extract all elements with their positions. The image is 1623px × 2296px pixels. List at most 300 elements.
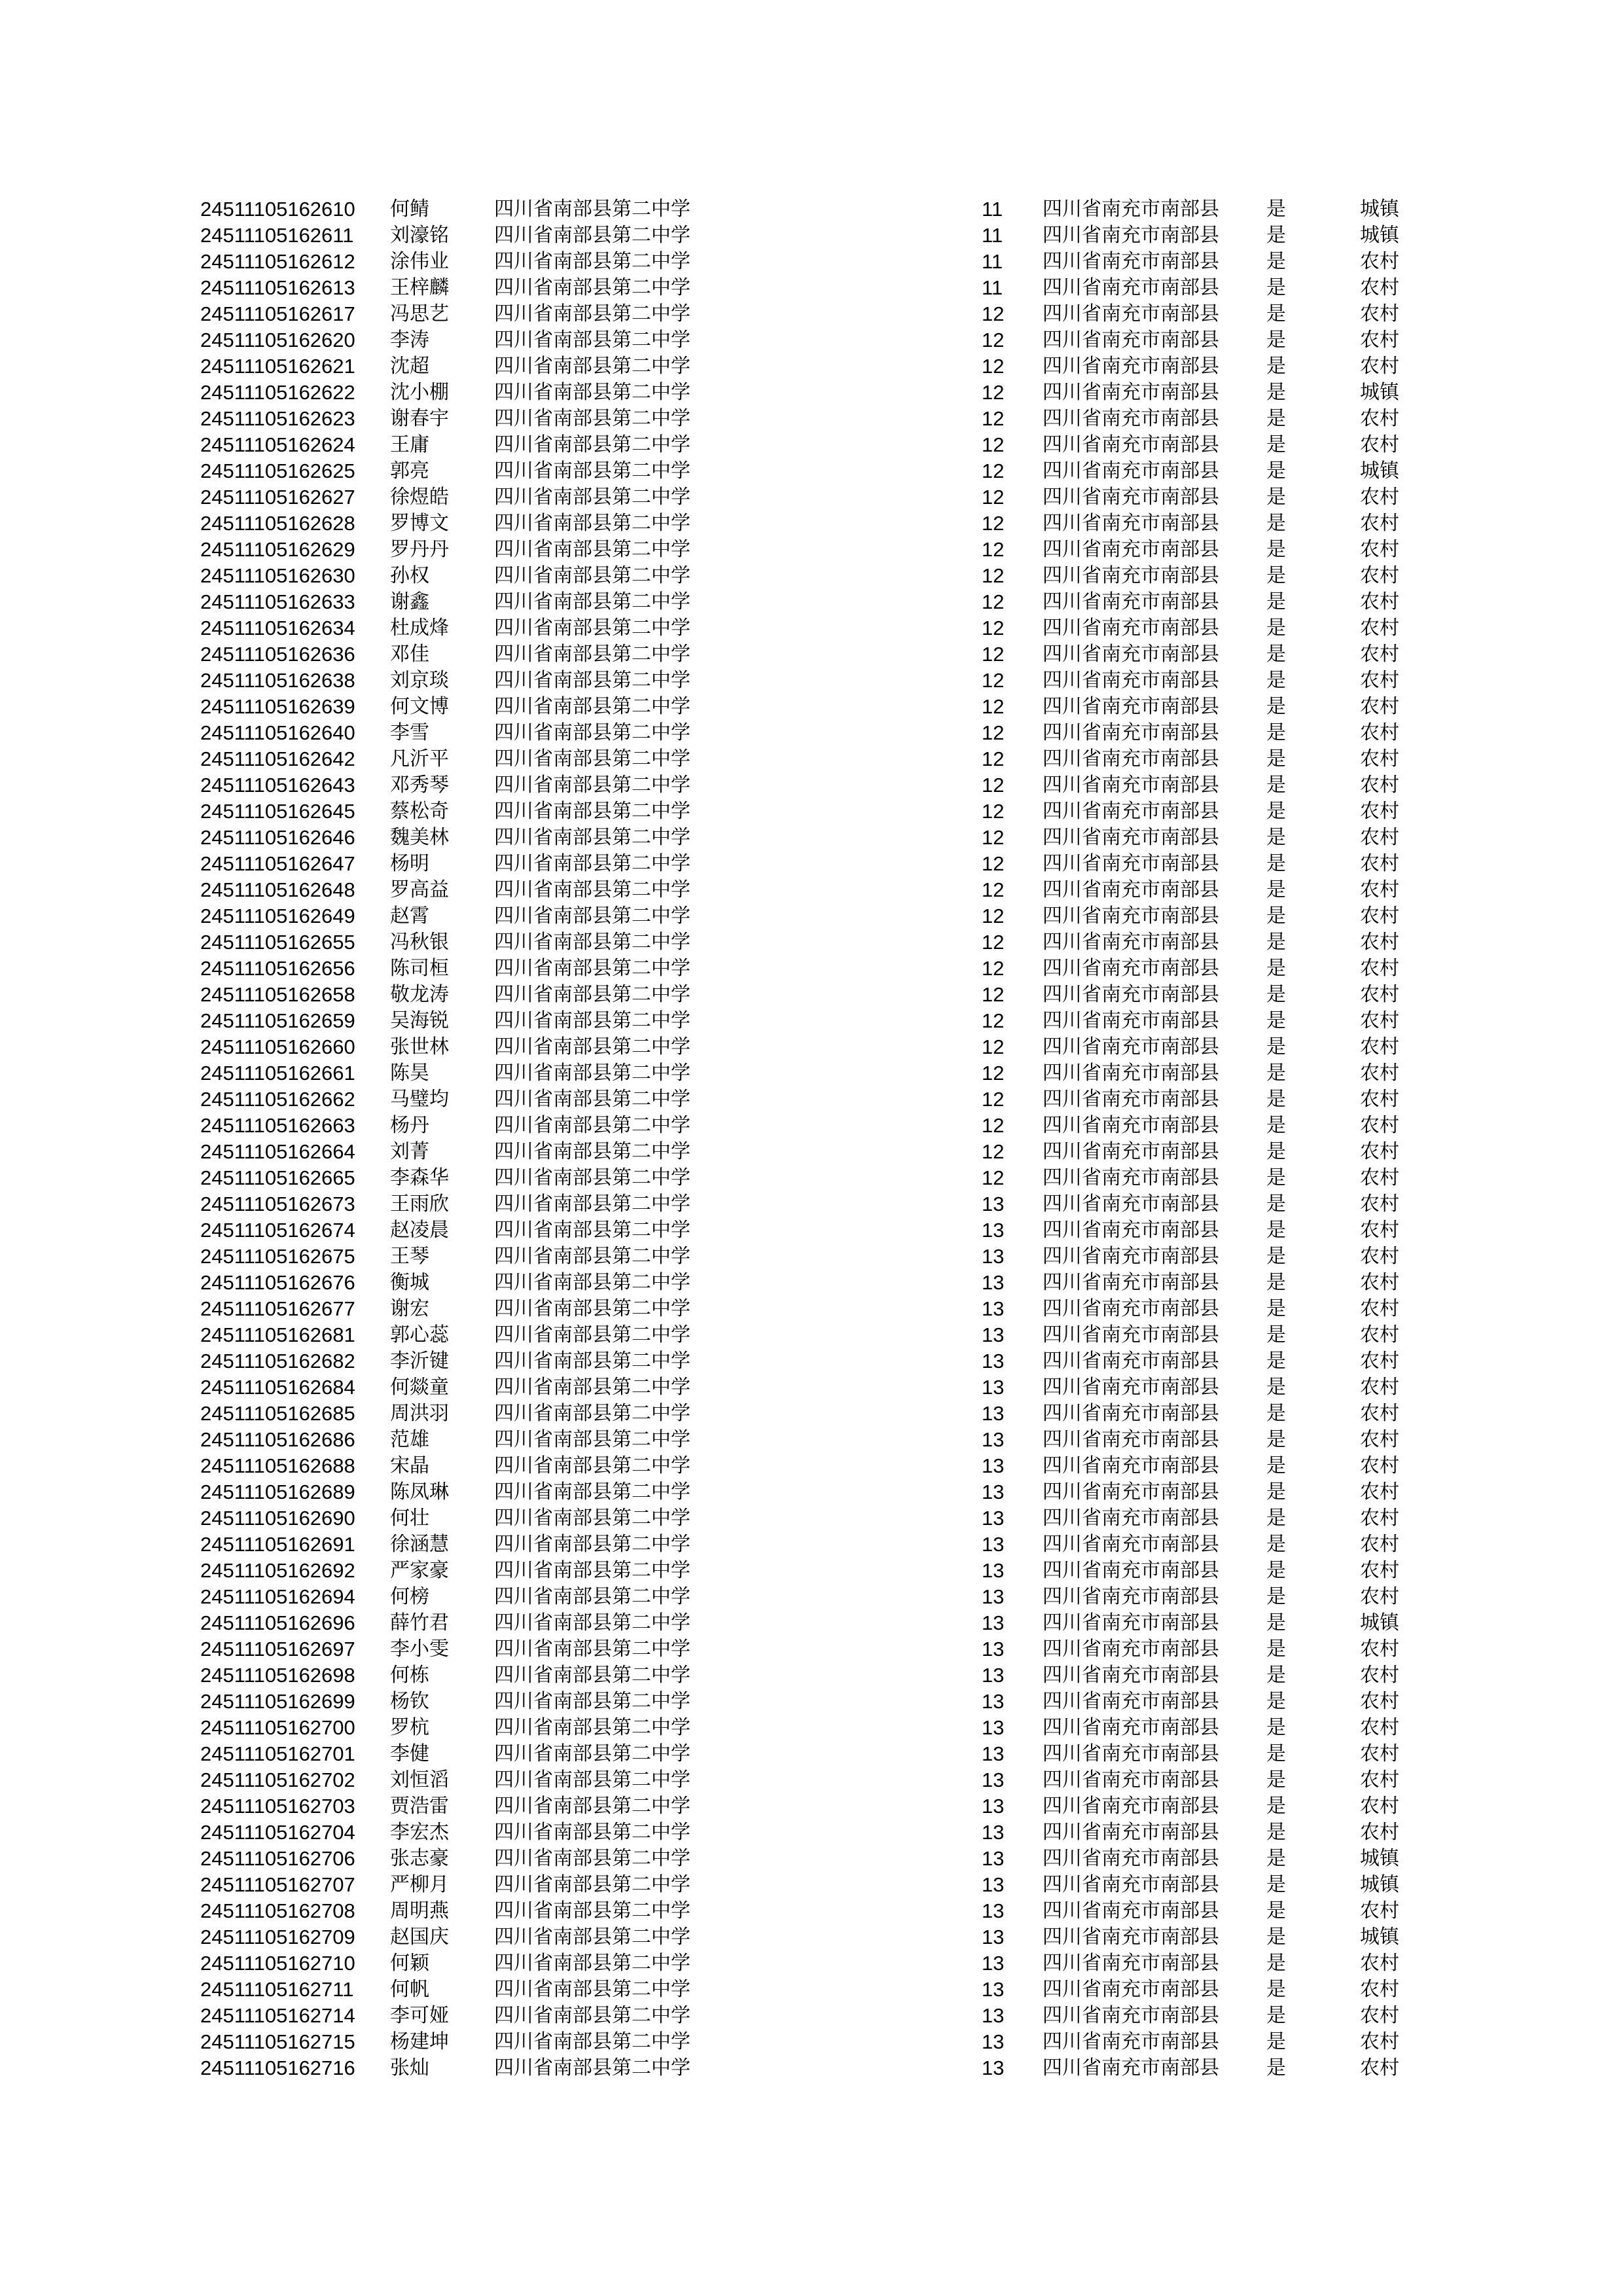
student-name: 刘京琰 — [390, 669, 449, 692]
table-row — [0, 1427, 1623, 1453]
school-name: 四川省南部县第二中学 — [494, 1978, 690, 2001]
flag-value: 是 — [1266, 1454, 1286, 1477]
table-row — [0, 1165, 1623, 1191]
region: 四川省南充市南部县 — [1043, 1088, 1219, 1111]
area-type: 农村 — [1360, 1193, 1399, 1215]
table-row — [0, 668, 1623, 694]
area-type: 农村 — [1360, 538, 1399, 561]
school-name: 四川省南部县第二中学 — [494, 1821, 690, 1844]
region: 四川省南充市南部县 — [1043, 433, 1219, 456]
student-id: 24511105162622 — [200, 381, 355, 404]
student-name: 张志豪 — [390, 1847, 449, 1870]
table-row — [0, 1636, 1623, 1662]
student-name: 孙权 — [390, 564, 429, 587]
region: 四川省南充市南部县 — [1043, 1219, 1219, 1242]
student-name: 杨明 — [390, 852, 429, 875]
flag-value: 是 — [1266, 1088, 1286, 1111]
table-row — [0, 746, 1623, 772]
flag-value: 是 — [1266, 1585, 1286, 1608]
student-name: 李涛 — [390, 329, 429, 351]
flag-value: 是 — [1266, 381, 1286, 404]
flag-value: 是 — [1266, 1821, 1286, 1844]
area-type: 城镇 — [1360, 198, 1399, 221]
table-row — [0, 1270, 1623, 1296]
student-id: 24511105162628 — [200, 512, 355, 535]
region: 四川省南充市南部县 — [1043, 2056, 1219, 2079]
school-name: 四川省南部县第二中学 — [494, 433, 690, 456]
class-number: 12 — [982, 774, 1005, 797]
school-name: 四川省南部县第二中学 — [494, 1035, 690, 1058]
student-name: 刘恒滔 — [390, 1768, 449, 1791]
student-name: 张世林 — [390, 1035, 449, 1058]
student-name: 李小雯 — [390, 1638, 449, 1660]
student-id: 24511105162714 — [200, 2004, 355, 2027]
flag-value: 是 — [1266, 1219, 1286, 1242]
student-name: 李宏杰 — [390, 1821, 449, 1844]
area-type: 农村 — [1360, 564, 1399, 587]
table-row — [0, 956, 1623, 982]
table-row — [0, 929, 1623, 956]
region: 四川省南充市南部县 — [1043, 1480, 1219, 1503]
area-type: 农村 — [1360, 2030, 1399, 2053]
region: 四川省南充市南部县 — [1043, 224, 1219, 247]
region: 四川省南充市南部县 — [1043, 878, 1219, 901]
region: 四川省南充市南部县 — [1043, 198, 1219, 221]
flag-value: 是 — [1266, 1742, 1286, 1765]
area-type: 农村 — [1360, 1297, 1399, 1320]
student-name: 赵国庆 — [390, 1926, 449, 1948]
area-type: 农村 — [1360, 355, 1399, 378]
student-id: 24511105162676 — [200, 1271, 355, 1294]
student-name: 陈凤琳 — [390, 1480, 449, 1503]
student-name: 何颖 — [390, 1952, 429, 1975]
student-name: 徐涵慧 — [390, 1533, 449, 1556]
class-number: 13 — [982, 1376, 1005, 1399]
student-name: 邓佳 — [390, 643, 429, 666]
student-id: 24511105162649 — [200, 905, 355, 927]
table-row — [0, 694, 1623, 720]
table-row — [0, 1113, 1623, 1139]
flag-value: 是 — [1266, 538, 1286, 561]
table-row — [0, 1191, 1623, 1217]
student-name: 何鲭 — [390, 198, 429, 221]
region: 四川省南充市南部县 — [1043, 643, 1219, 666]
area-type: 农村 — [1360, 957, 1399, 980]
school-name: 四川省南部县第二中学 — [494, 1926, 690, 1948]
area-type: 农村 — [1360, 1664, 1399, 1687]
region: 四川省南充市南部县 — [1043, 669, 1219, 692]
flag-value: 是 — [1266, 721, 1286, 744]
table-row — [0, 484, 1623, 511]
student-name: 刘菁 — [390, 1140, 429, 1163]
region: 四川省南充市南部县 — [1043, 329, 1219, 351]
region: 四川省南充市南部县 — [1043, 1585, 1219, 1608]
area-type: 农村 — [1360, 329, 1399, 351]
school-name: 四川省南部县第二中学 — [494, 617, 690, 639]
class-number: 12 — [982, 1009, 1005, 1032]
class-number: 13 — [982, 2030, 1005, 2053]
table-row — [0, 1715, 1623, 1741]
table-row — [0, 563, 1623, 589]
table-row — [0, 1060, 1623, 1086]
class-number: 13 — [982, 1742, 1005, 1765]
class-number: 13 — [982, 1638, 1005, 1660]
student-id: 24511105162707 — [200, 1873, 355, 1896]
school-name: 四川省南部县第二中学 — [494, 747, 690, 770]
region: 四川省南充市南部县 — [1043, 1926, 1219, 1948]
school-name: 四川省南部县第二中学 — [494, 1402, 690, 1425]
school-name: 四川省南部县第二中学 — [494, 1768, 690, 1791]
region: 四川省南充市南部县 — [1043, 1716, 1219, 1739]
area-type: 农村 — [1360, 905, 1399, 927]
student-id: 24511105162710 — [200, 1952, 355, 1975]
student-id: 24511105162621 — [200, 355, 355, 378]
class-number: 13 — [982, 1219, 1005, 1242]
region: 四川省南充市南部县 — [1043, 747, 1219, 770]
area-type: 农村 — [1360, 512, 1399, 535]
region: 四川省南充市南部县 — [1043, 905, 1219, 927]
class-number: 13 — [982, 1952, 1005, 1975]
student-name: 李森华 — [390, 1166, 449, 1189]
area-type: 农村 — [1360, 1428, 1399, 1451]
region: 四川省南充市南部县 — [1043, 852, 1219, 875]
area-type: 农村 — [1360, 1480, 1399, 1503]
school-name: 四川省南部县第二中学 — [494, 1166, 690, 1189]
school-name: 四川省南部县第二中学 — [494, 381, 690, 404]
area-type: 农村 — [1360, 1716, 1399, 1739]
region: 四川省南充市南部县 — [1043, 1193, 1219, 1215]
table-row — [0, 1846, 1623, 1872]
class-number: 12 — [982, 878, 1005, 901]
student-name: 何文博 — [390, 695, 449, 718]
table-row — [0, 406, 1623, 432]
student-id: 24511105162709 — [200, 1926, 355, 1948]
flag-value: 是 — [1266, 1376, 1286, 1399]
school-name: 四川省南部县第二中学 — [494, 931, 690, 954]
flag-value: 是 — [1266, 433, 1286, 456]
region: 四川省南充市南部县 — [1043, 276, 1219, 299]
flag-value: 是 — [1266, 1166, 1286, 1189]
flag-value: 是 — [1266, 329, 1286, 351]
area-type: 农村 — [1360, 1009, 1399, 1032]
flag-value: 是 — [1266, 1533, 1286, 1556]
student-id: 24511105162675 — [200, 1245, 355, 1268]
area-type: 城镇 — [1360, 1847, 1399, 1870]
student-name: 王琴 — [390, 1245, 429, 1268]
student-id: 24511105162677 — [200, 1297, 355, 1320]
class-number: 12 — [982, 1062, 1005, 1085]
student-id: 24511105162620 — [200, 329, 355, 351]
table-row — [0, 511, 1623, 537]
student-name: 杨钦 — [390, 1690, 429, 1713]
area-type: 农村 — [1360, 1219, 1399, 1242]
flag-value: 是 — [1266, 355, 1286, 378]
school-name: 四川省南部县第二中学 — [494, 1611, 690, 1634]
student-id: 24511105162642 — [200, 747, 355, 770]
student-id: 24511105162681 — [200, 1323, 355, 1346]
region: 四川省南充市南部县 — [1043, 486, 1219, 509]
school-name: 四川省南部县第二中学 — [494, 2030, 690, 2053]
table-row — [0, 1689, 1623, 1715]
region: 四川省南充市南部县 — [1043, 826, 1219, 849]
student-id: 24511105162623 — [200, 407, 355, 430]
student-name: 何燚童 — [390, 1376, 449, 1399]
table-row — [0, 1034, 1623, 1060]
school-name: 四川省南部县第二中学 — [494, 1245, 690, 1268]
school-name: 四川省南部县第二中学 — [494, 1899, 690, 1922]
student-name: 冯思艺 — [390, 302, 449, 325]
school-name: 四川省南部县第二中学 — [494, 1507, 690, 1530]
school-name: 四川省南部县第二中学 — [494, 695, 690, 718]
flag-value: 是 — [1266, 1035, 1286, 1058]
student-name: 王雨欣 — [390, 1193, 449, 1215]
flag-value: 是 — [1266, 1952, 1286, 1975]
table-row — [0, 458, 1623, 484]
class-number: 13 — [982, 1323, 1005, 1346]
student-id: 24511105162629 — [200, 538, 355, 561]
flag-value: 是 — [1266, 1140, 1286, 1163]
class-number: 12 — [982, 957, 1005, 980]
class-number: 13 — [982, 1795, 1005, 1818]
region: 四川省南充市南部县 — [1043, 2030, 1219, 2053]
student-name: 涂伟业 — [390, 250, 449, 273]
student-id: 24511105162659 — [200, 1009, 355, 1032]
flag-value: 是 — [1266, 1009, 1286, 1032]
class-number: 12 — [982, 983, 1005, 1006]
area-type: 农村 — [1360, 1638, 1399, 1660]
table-row — [0, 1086, 1623, 1113]
area-type: 农村 — [1360, 643, 1399, 666]
school-name: 四川省南部县第二中学 — [494, 198, 690, 221]
flag-value: 是 — [1266, 1559, 1286, 1582]
student-name: 邓秀琴 — [390, 774, 449, 797]
school-name: 四川省南部县第二中学 — [494, 355, 690, 378]
flag-value: 是 — [1266, 224, 1286, 247]
school-name: 四川省南部县第二中学 — [494, 1323, 690, 1346]
school-name: 四川省南部县第二中学 — [494, 224, 690, 247]
region: 四川省南充市南部县 — [1043, 1899, 1219, 1922]
class-number: 13 — [982, 1585, 1005, 1608]
student-id: 24511105162660 — [200, 1035, 355, 1058]
school-name: 四川省南部县第二中学 — [494, 983, 690, 1006]
region: 四川省南充市南部县 — [1043, 381, 1219, 404]
student-id: 24511105162682 — [200, 1350, 355, 1372]
flag-value: 是 — [1266, 983, 1286, 1006]
table-row — [0, 2055, 1623, 2081]
flag-value: 是 — [1266, 590, 1286, 613]
class-number: 11 — [982, 276, 1003, 299]
school-name: 四川省南部县第二中学 — [494, 538, 690, 561]
region: 四川省南充市南部县 — [1043, 1952, 1219, 1975]
student-name: 王梓麟 — [390, 276, 449, 299]
school-name: 四川省南部县第二中学 — [494, 2004, 690, 2027]
region: 四川省南充市南部县 — [1043, 774, 1219, 797]
flag-value: 是 — [1266, 250, 1286, 273]
flag-value: 是 — [1266, 407, 1286, 430]
class-number: 13 — [982, 1978, 1005, 2001]
school-name: 四川省南部县第二中学 — [494, 1088, 690, 1111]
flag-value: 是 — [1266, 1323, 1286, 1346]
student-id: 24511105162625 — [200, 459, 355, 482]
flag-value: 是 — [1266, 1795, 1286, 1818]
table-row — [0, 1453, 1623, 1479]
table-row — [0, 1008, 1623, 1034]
class-number: 12 — [982, 852, 1005, 875]
flag-value: 是 — [1266, 1847, 1286, 1870]
student-name: 何榜 — [390, 1585, 429, 1608]
student-id: 24511105162685 — [200, 1402, 355, 1425]
flag-value: 是 — [1266, 1507, 1286, 1530]
flag-value: 是 — [1266, 302, 1286, 325]
table-row — [0, 249, 1623, 275]
area-type: 农村 — [1360, 1533, 1399, 1556]
area-type: 农村 — [1360, 1140, 1399, 1163]
table-row — [0, 223, 1623, 249]
table-row — [0, 1505, 1623, 1532]
table-row — [0, 1296, 1623, 1322]
student-name: 吴海锐 — [390, 1009, 449, 1032]
area-type: 农村 — [1360, 590, 1399, 613]
class-number: 12 — [982, 459, 1005, 482]
flag-value: 是 — [1266, 1978, 1286, 2001]
region: 四川省南充市南部县 — [1043, 1821, 1219, 1844]
area-type: 农村 — [1360, 276, 1399, 299]
region: 四川省南充市南部县 — [1043, 617, 1219, 639]
class-number: 13 — [982, 1533, 1005, 1556]
student-name: 衡城 — [390, 1271, 429, 1294]
table-row — [0, 1244, 1623, 1270]
table-row — [0, 1401, 1623, 1427]
student-name: 何壮 — [390, 1507, 429, 1530]
student-name: 蔡松奇 — [390, 800, 449, 823]
student-id: 24511105162645 — [200, 800, 355, 823]
area-type: 农村 — [1360, 800, 1399, 823]
flag-value: 是 — [1266, 2030, 1286, 2053]
flag-value: 是 — [1266, 617, 1286, 639]
student-name: 刘濠铭 — [390, 224, 449, 247]
class-number: 13 — [982, 1690, 1005, 1713]
class-number: 12 — [982, 905, 1005, 927]
flag-value: 是 — [1266, 1350, 1286, 1372]
student-name: 杜成烽 — [390, 617, 449, 639]
table-row — [0, 772, 1623, 798]
region: 四川省南充市南部县 — [1043, 459, 1219, 482]
region: 四川省南充市南部县 — [1043, 721, 1219, 744]
student-id: 24511105162701 — [200, 1742, 355, 1765]
student-name: 谢鑫 — [390, 590, 429, 613]
student-id: 24511105162646 — [200, 826, 355, 849]
flag-value: 是 — [1266, 1271, 1286, 1294]
area-type: 农村 — [1360, 2056, 1399, 2079]
school-name: 四川省南部县第二中学 — [494, 1376, 690, 1399]
school-name: 四川省南部县第二中学 — [494, 1585, 690, 1608]
school-name: 四川省南部县第二中学 — [494, 774, 690, 797]
table-row — [0, 380, 1623, 406]
region: 四川省南充市南部县 — [1043, 1402, 1219, 1425]
school-name: 四川省南部县第二中学 — [494, 1533, 690, 1556]
flag-value: 是 — [1266, 747, 1286, 770]
student-name: 周明燕 — [390, 1899, 449, 1922]
class-number: 12 — [982, 538, 1005, 561]
region: 四川省南充市南部县 — [1043, 302, 1219, 325]
class-number: 13 — [982, 1402, 1005, 1425]
region: 四川省南充市南部县 — [1043, 1428, 1219, 1451]
student-id: 24511105162704 — [200, 1821, 355, 1844]
flag-value: 是 — [1266, 1402, 1286, 1425]
region: 四川省南充市南部县 — [1043, 2004, 1219, 2027]
student-id: 24511105162662 — [200, 1088, 355, 1111]
student-name: 罗丹丹 — [390, 538, 449, 561]
student-id: 24511105162696 — [200, 1611, 355, 1634]
school-name: 四川省南部县第二中学 — [494, 1428, 690, 1451]
table-row — [0, 1950, 1623, 1977]
school-name: 四川省南部县第二中学 — [494, 643, 690, 666]
class-number: 12 — [982, 355, 1005, 378]
flag-value: 是 — [1266, 905, 1286, 927]
school-name: 四川省南部县第二中学 — [494, 1193, 690, 1215]
student-name: 何帆 — [390, 1978, 429, 2001]
flag-value: 是 — [1266, 1114, 1286, 1137]
student-id: 24511105162664 — [200, 1140, 355, 1163]
flag-value: 是 — [1266, 669, 1286, 692]
student-id: 24511105162613 — [200, 276, 355, 299]
region: 四川省南充市南部县 — [1043, 1847, 1219, 1870]
class-number: 13 — [982, 1480, 1005, 1503]
class-number: 12 — [982, 931, 1005, 954]
table-row — [0, 720, 1623, 746]
flag-value: 是 — [1266, 878, 1286, 901]
student-id: 24511105162617 — [200, 302, 355, 325]
region: 四川省南充市南部县 — [1043, 355, 1219, 378]
class-number: 13 — [982, 1350, 1005, 1372]
student-name: 谢春宇 — [390, 407, 449, 430]
school-name: 四川省南部县第二中学 — [494, 669, 690, 692]
student-name: 马璧均 — [390, 1088, 449, 1111]
region: 四川省南充市南部县 — [1043, 1376, 1219, 1399]
class-number: 13 — [982, 1926, 1005, 1948]
area-type: 农村 — [1360, 617, 1399, 639]
school-name: 四川省南部县第二中学 — [494, 1271, 690, 1294]
class-number: 12 — [982, 695, 1005, 718]
region: 四川省南充市南部县 — [1043, 1114, 1219, 1137]
table-row — [0, 2003, 1623, 2029]
class-number: 12 — [982, 486, 1005, 509]
student-id: 24511105162611 — [200, 224, 354, 247]
area-type: 农村 — [1360, 1376, 1399, 1399]
student-name: 杨丹 — [390, 1114, 429, 1137]
student-id: 24511105162686 — [200, 1428, 355, 1451]
region: 四川省南充市南部县 — [1043, 1009, 1219, 1032]
flag-value: 是 — [1266, 1428, 1286, 1451]
region: 四川省南充市南部县 — [1043, 1166, 1219, 1189]
class-number: 12 — [982, 564, 1005, 587]
area-type: 农村 — [1360, 1402, 1399, 1425]
school-name: 四川省南部县第二中学 — [494, 957, 690, 980]
table-row — [0, 1767, 1623, 1793]
student-name: 李雪 — [390, 721, 429, 744]
school-name: 四川省南部县第二中学 — [494, 407, 690, 430]
student-id: 24511105162634 — [200, 617, 355, 639]
region: 四川省南充市南部县 — [1043, 957, 1219, 980]
school-name: 四川省南部县第二中学 — [494, 276, 690, 299]
class-number: 12 — [982, 302, 1005, 325]
student-id: 24511105162691 — [200, 1533, 355, 1556]
flag-value: 是 — [1266, 1245, 1286, 1268]
flag-value: 是 — [1266, 512, 1286, 535]
area-type: 农村 — [1360, 1899, 1399, 1922]
flag-value: 是 — [1266, 564, 1286, 587]
school-name: 四川省南部县第二中学 — [494, 1219, 690, 1242]
